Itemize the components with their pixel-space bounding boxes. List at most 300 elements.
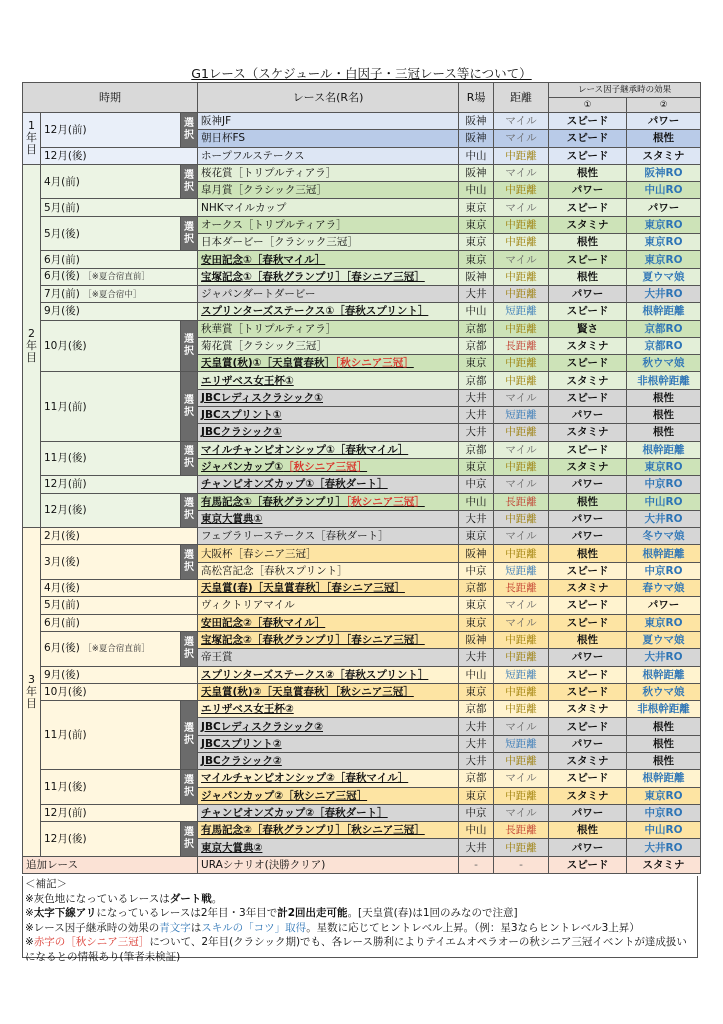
venue: 阪神 [459,164,494,181]
distance: 中距離 [494,285,549,302]
race-name-text: 皐月賞［クラシック三冠］ [201,184,327,197]
effect-1: 根性 [549,493,627,510]
race-name-text: 天皇賞(春)［天皇賞春秋］［春シニア三冠］ [201,582,405,595]
table-row [23,372,701,389]
period-note-red: ［※夏合宿中］ [83,289,142,300]
effect-1: スピード [549,441,627,458]
race-name-text: ジャパンカップ②［秋シニア三冠］ [201,789,368,802]
distance: マイル [494,251,549,268]
venue: 大井 [459,285,494,302]
header-effect-1: ① [549,98,627,113]
table-row-extra [23,856,701,873]
effect-1: パワー [549,476,627,493]
period-cell [41,528,198,545]
race-name-text: 東京大賞典① [201,512,263,525]
period-label: 12月(後) [44,832,87,845]
note-segment: ※灰色地になっているレースは [25,892,170,905]
race-name-text: 安田記念①［春秋マイル］ [201,253,326,266]
effect-1: 根性 [549,545,627,562]
distance: 短距離 [494,735,549,752]
senior-triple-crown-tag: ［秋シニア三冠］ [335,357,414,370]
race-name[interactable]: URAシナリオ(決勝クリア) [198,856,459,873]
race-name-text: 東京大賞典② [201,841,263,854]
race-name[interactable] [198,355,459,372]
distance: 中距離 [494,649,549,666]
effect-1: スタミナ [549,216,627,233]
effect-2: 大井RO [627,285,701,302]
distance: - [494,856,549,873]
note-segment: 赤字の［秋シニア三冠］ [33,936,150,948]
race-name-text: JBCレディスクラシック② [201,720,323,733]
period-cell [41,285,198,302]
race-name-text: 帝王賞 [201,651,233,664]
period-label: 9月(後) [44,305,80,318]
effect-1: 賢さ [549,320,627,337]
table-row [23,147,701,164]
venue: 中京 [459,804,494,821]
distance: マイル [494,476,549,493]
effect-1: スピード [549,251,627,268]
header-effect-2: ② [627,98,701,113]
table-row [23,493,701,510]
effect-2: 根幹距離 [627,545,701,562]
period-cell [41,320,181,372]
distance: 中距離 [494,268,549,285]
table-row [23,545,701,562]
year-label: 2年目 [25,327,37,364]
race-name[interactable] [198,268,459,285]
distance: マイル [494,113,549,130]
venue: 中山 [459,303,494,320]
race-name[interactable] [198,458,459,475]
race-name[interactable] [198,113,459,130]
effect-2: 春ウマ娘 [627,580,701,597]
select-tag [181,113,198,148]
race-name[interactable] [198,372,459,389]
effect-1: スピード [549,355,627,372]
select-label: 選択 [184,723,195,747]
venue: 大井 [459,649,494,666]
venue: 阪神 [459,631,494,648]
venue: 東京 [459,216,494,233]
select-tag [181,372,198,441]
venue: 中京 [459,476,494,493]
table-row [23,113,701,130]
note-segment: 。星数に応じてヒントレベル上昇。（例：星3ならヒントレベル3上昇） [306,921,640,934]
distance: 長距離 [494,337,549,354]
table-row [23,666,701,683]
table-row [23,597,701,614]
table-row [23,822,701,839]
table-row [23,614,701,631]
race-name[interactable] [198,804,459,821]
race-name[interactable] [198,164,459,181]
period-cell [41,822,181,857]
year-cell [23,528,41,857]
effect-1: スピード [549,683,627,700]
race-name[interactable] [198,718,459,735]
race-name[interactable] [198,580,459,597]
effect-2: 東京RO [627,234,701,251]
distance: 短距離 [494,562,549,579]
venue: 中山 [459,493,494,510]
race-name[interactable] [198,752,459,769]
venue: 中山 [459,147,494,164]
period-cell [41,545,181,580]
venue: 大井 [459,389,494,406]
venue: 中京 [459,562,494,579]
race-name[interactable] [198,130,459,147]
race-name-text: 宝塚記念②［春秋グランプリ］［春シニア三冠］ [201,634,425,647]
period-label: 11月(後) [44,452,87,465]
effect-2: 根性 [627,424,701,441]
effect-1: スタミナ [549,752,627,769]
race-name[interactable] [198,493,459,510]
table-row [23,804,701,821]
race-name-text: ヴィクトリアマイル [201,599,295,612]
effect-1: スピード [549,130,627,147]
race-name[interactable] [198,649,459,666]
distance: 中距離 [494,545,549,562]
distance: 中距離 [494,216,549,233]
period-cell [41,597,198,614]
effect-1: スピード [549,199,627,216]
race-name-text: フェブラリーステークス［春秋ダート］ [201,530,389,543]
race-name-text: JBCレディスクラシック① [201,391,323,404]
effect-1: パワー [549,649,627,666]
venue: 京都 [459,337,494,354]
select-label: 選択 [184,775,195,799]
venue: 阪神 [459,113,494,130]
effect-1: スピード [549,856,627,873]
race-name[interactable] [198,389,459,406]
select-label: 選択 [184,221,195,245]
effect-2: スタミナ [627,147,701,164]
distance: 中距離 [494,424,549,441]
year-cell [23,164,41,527]
race-name[interactable] [198,666,459,683]
race-name-text: 大阪杯［春シニア三冠］ [201,547,317,560]
venue: 東京 [459,251,494,268]
table-row [23,701,701,718]
effect-2: 秋ウマ娘 [627,355,701,372]
effect-2: スタミナ [627,856,701,873]
race-name[interactable] [198,182,459,199]
table-row [23,199,701,216]
race-name[interactable] [198,562,459,579]
distance: 中距離 [494,683,549,700]
table-row [23,528,701,545]
select-tag [181,216,198,251]
race-name[interactable] [198,597,459,614]
venue: 大井 [459,735,494,752]
header-period: 時期 [23,83,198,113]
distance: マイル [494,441,549,458]
venue: - [459,856,494,873]
race-name[interactable] [198,631,459,648]
period-cell [41,701,181,770]
effect-2: 中山RO [627,182,701,199]
race-name-text: 日本ダービー［クラシック三冠］ [201,236,358,249]
period-label: 5月(前) [44,201,80,214]
race-name[interactable] [198,614,459,631]
effect-1: スピード [549,147,627,164]
effect-2: 根性 [627,735,701,752]
venue: 中山 [459,822,494,839]
race-name-text: ジャパンダートダービー [201,288,316,301]
note-line [25,921,695,936]
period-cell [41,631,181,666]
venue: 大井 [459,407,494,424]
race-name-text: ホープフルステークス [201,149,305,162]
effect-2: 根幹距離 [627,303,701,320]
effect-2: 東京RO [627,251,701,268]
effect-1: スピード [549,113,627,130]
period-cell [41,113,181,148]
race-name[interactable] [198,251,459,268]
race-name-text: 天皇賞(秋)②［天皇賞春秋］［秋シニア三冠］ [201,685,414,698]
race-name[interactable] [198,822,459,839]
race-name[interactable] [198,441,459,458]
effect-1: パワー [549,510,627,527]
period-label: 5月(後) [44,227,80,240]
table-row [23,320,701,337]
effect-1: スタミナ [549,787,627,804]
note-segment: ※ [25,936,34,948]
effect-1: パワー [549,528,627,545]
venue: 東京 [459,199,494,216]
effect-2: 根幹距離 [627,770,701,787]
effect-2: 非根幹距離 [627,372,701,389]
venue: 京都 [459,441,494,458]
race-name[interactable] [198,545,459,562]
distance: 中距離 [494,320,549,337]
g1-race-table [22,82,701,874]
race-name[interactable] [198,234,459,251]
distance: 中距離 [494,510,549,527]
distance: 中距離 [494,372,549,389]
period-label: 12月(前) [44,807,87,820]
header-venue: R場 [459,83,494,113]
table-row [23,631,701,648]
select-tag [181,493,198,528]
venue: 京都 [459,770,494,787]
venue: 東京 [459,355,494,372]
race-name-text: 宝塚記念①［春秋グランプリ］［春シニア三冠］ [201,270,425,283]
race-name[interactable] [198,216,459,233]
note-line [25,906,695,921]
race-name[interactable] [198,787,459,804]
race-name-text: マイルチャンピオンシップ②［春秋マイル］ [201,772,409,785]
distance: 中距離 [494,631,549,648]
distance: 長距離 [494,822,549,839]
select-label: 選択 [184,169,195,193]
venue: 阪神 [459,268,494,285]
race-name-text: スプリンターズステークス②［春秋スプリント］ [201,668,429,681]
distance: マイル [494,597,549,614]
header-effect: レース因子継承時の効果 [549,83,701,98]
race-name[interactable] [198,735,459,752]
venue: 大井 [459,424,494,441]
table-row [23,268,701,285]
note-segment: ※ [25,907,34,919]
effect-2: 中京RO [627,804,701,821]
effect-2: パワー [627,199,701,216]
note-line [25,877,695,892]
race-name[interactable] [198,839,459,856]
period-cell [41,804,198,821]
table-row [23,476,701,493]
period-cell [41,614,198,631]
race-name[interactable] [198,337,459,354]
effect-2: 中山RO [627,493,701,510]
period-cell [41,476,198,493]
race-name[interactable] [198,510,459,527]
effect-1: スピード [549,303,627,320]
race-name[interactable] [198,320,459,337]
period-label: 6月(前) [44,253,80,266]
venue: 東京 [459,528,494,545]
venue: 京都 [459,372,494,389]
table-row [23,683,701,700]
year-label: 1年目 [25,119,37,157]
race-name[interactable] [198,147,459,164]
note-segment: について、2年目(クラシック期)でも、各レース勝利によりテイエムオペラオーの秋シニア三冠イベントが達成扱い [149,936,687,948]
period-cell [41,666,198,683]
period-label: 6月(後) [44,270,80,283]
effect-2: 冬ウマ娘 [627,528,701,545]
table-row [23,303,701,320]
effect-2: 中京RO [627,562,701,579]
race-name[interactable] [198,476,459,493]
period-cell [41,372,181,441]
distance: 短距離 [494,303,549,320]
effect-2: 中山RO [627,822,701,839]
period-label: 6月(後) [44,642,80,655]
period-label: 2月(後) [44,530,80,543]
period-label: 10月(後) [44,685,87,698]
period-label: 5月(前) [44,599,80,612]
race-name-text: NHKマイルカップ [201,201,287,214]
distance: 中距離 [494,787,549,804]
select-label: 選択 [184,334,195,357]
venue: 大井 [459,510,494,527]
table-row [23,770,701,787]
period-label: 12月(後) [44,504,87,517]
table-row [23,285,701,302]
race-name[interactable] [198,407,459,424]
race-name[interactable] [198,199,459,216]
distance: マイル [494,718,549,735]
select-label: 選択 [184,826,195,850]
effect-1: 根性 [549,234,627,251]
race-name-text: JBCクラシック② [201,755,282,768]
table-row [23,216,701,233]
table-row [23,251,701,268]
year-cell [23,113,41,165]
effect-1: スタミナ [549,458,627,475]
distance: マイル [494,770,549,787]
select-label: 選択 [184,636,195,660]
effect-1: 根性 [549,631,627,648]
race-name-text: 有馬記念①［春秋グランプリ］［秋シニア三冠］ [201,495,425,508]
distance: マイル [494,528,549,545]
select-tag [181,701,198,770]
venue: 大井 [459,752,494,769]
distance: 中距離 [494,234,549,251]
note-segment: ＜補記＞ [25,878,67,890]
effect-2: 根性 [627,718,701,735]
senior-triple-crown-tag: ［秋シニア三冠］ [283,461,368,474]
effect-2: 非根幹距離 [627,701,701,718]
race-name-text: 桜花賞［トリプルティアラ］ [201,167,337,180]
period-label: 3月(後) [44,556,80,569]
effect-2: 根幹距離 [627,666,701,683]
header-distance: 距離 [494,83,549,113]
effect-2: 東京RO [627,787,701,804]
effect-1: スタミナ [549,372,627,389]
senior-triple-crown-tag: ［秋シニア三冠］ [346,495,425,508]
race-name[interactable] [198,683,459,700]
venue: 大井 [459,839,494,856]
venue: 京都 [459,320,494,337]
effect-2: 東京RO [627,614,701,631]
note-line [25,950,695,965]
note-segment: になっているレースは2年目・3年目で [96,907,278,919]
select-tag [181,631,198,666]
race-name[interactable] [198,770,459,787]
race-name-text: JBCスプリント① [201,409,282,422]
page-title: G1レース（スケジュール・白因子・三冠レース等について） [191,66,532,81]
effect-1: パワー [549,839,627,856]
distance: 中距離 [494,458,549,475]
venue: 京都 [459,701,494,718]
effect-2: 中京RO [627,476,701,493]
table-row [23,580,701,597]
extra-label: 追加レース [23,856,198,873]
period-label: 12月(前) [44,123,87,136]
note-segment: ダート戦 [169,892,212,905]
effect-2: 秋ウマ娘 [627,683,701,700]
race-name[interactable] [198,528,459,545]
race-name[interactable] [198,701,459,718]
period-cell [41,303,198,320]
venue: 東京 [459,683,494,700]
note-segment: 計2回出走可能 [277,907,348,919]
effect-1: スタミナ [549,701,627,718]
select-tag [181,770,198,805]
period-cell [41,164,181,199]
effect-2: 東京RO [627,216,701,233]
period-label: 11月(前) [44,400,87,413]
distance: 長距離 [494,493,549,510]
select-tag [181,164,198,199]
distance: マイル [494,130,549,147]
period-label: 11月(前) [44,729,87,742]
race-name-text: 高松宮記念［春秋スプリント］ [201,564,348,577]
effect-1: 根性 [549,268,627,285]
race-name[interactable] [198,303,459,320]
distance: 中距離 [494,752,549,769]
effect-2: 大井RO [627,510,701,527]
race-name[interactable] [198,424,459,441]
select-tag [181,441,198,476]
race-name[interactable] [198,285,459,302]
period-note: ［※夏合宿直前］ [83,272,150,283]
note-line [25,935,695,950]
period-label: 11月(後) [44,781,87,794]
race-name-text: 秋華賞［トリプルティアラ］ [201,322,337,335]
